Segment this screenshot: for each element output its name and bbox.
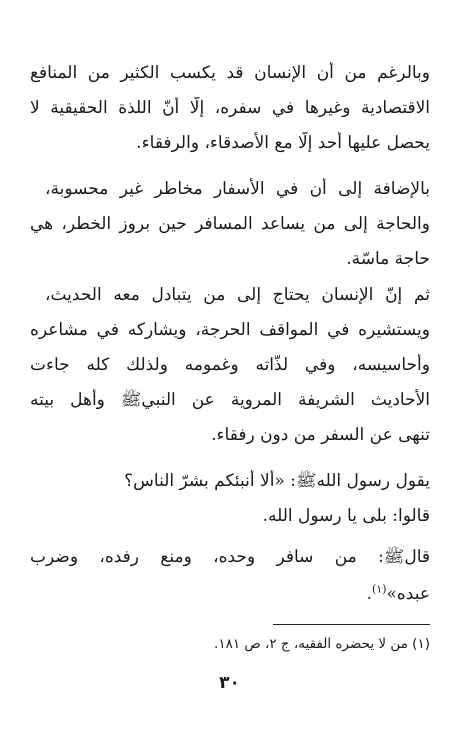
text-line: وبالرغم من أن الإنسان قد يكسب الكثير من المنافع — [30, 63, 430, 83]
trailing-period: . — [366, 584, 372, 604]
text-line: قالوا: بلى يا رسول الله. — [262, 506, 430, 526]
text-line: الاقتصادية وغيرها في سفره، إلّا أنّ اللذة الحقيقية لا — [30, 98, 430, 118]
text-line: وأحاسيسه، وفي لذّاته وغمومه ولذلك كله جاءت — [30, 355, 430, 375]
text-line: تنهى عن السفر من دون رفقاء. — [211, 425, 430, 445]
text-line-with-footnote — [30, 583, 430, 605]
footnote-divider — [273, 624, 430, 625]
text-line: يحصل عليها أحد إلّا مع الأصدقاء، والرفقاء. — [136, 133, 430, 153]
footnote-marker: (١) — [371, 583, 387, 596]
text-line: حاجة ماسّة. — [346, 249, 430, 269]
text-fragment: عبده» — [386, 584, 430, 604]
text-line: ثم إنّ الإنسان يحتاج إلى من يتبادل معه الحديث، — [45, 285, 430, 305]
footnote: (١) من لا يحضره الفقيه، ج ٢، ص ١٨١. — [214, 636, 430, 652]
text-line: ويستشيره في المواقف الحرجة، ويشاركه في مشاعره — [30, 320, 430, 340]
text-line: بالإضافة إلى أن في الأسفار مخاطر غير محسوبة، — [45, 179, 430, 199]
text-line: قالﷺ: من سافر وحده، ومنع رفده، وضرب — [30, 547, 430, 567]
text-line: الأحاديث الشريفة المروية عن النبيﷺ وأهل بيته — [30, 390, 430, 410]
text-line: والحاجة إلى من يساعد المسافر حين بروز الخطر، هي — [30, 214, 430, 234]
text-line: يقول رسول اللهﷺ: «ألا أنبئكم بشرّ الناس؟ — [124, 471, 430, 491]
page-number: ٣٠ — [219, 673, 240, 693]
